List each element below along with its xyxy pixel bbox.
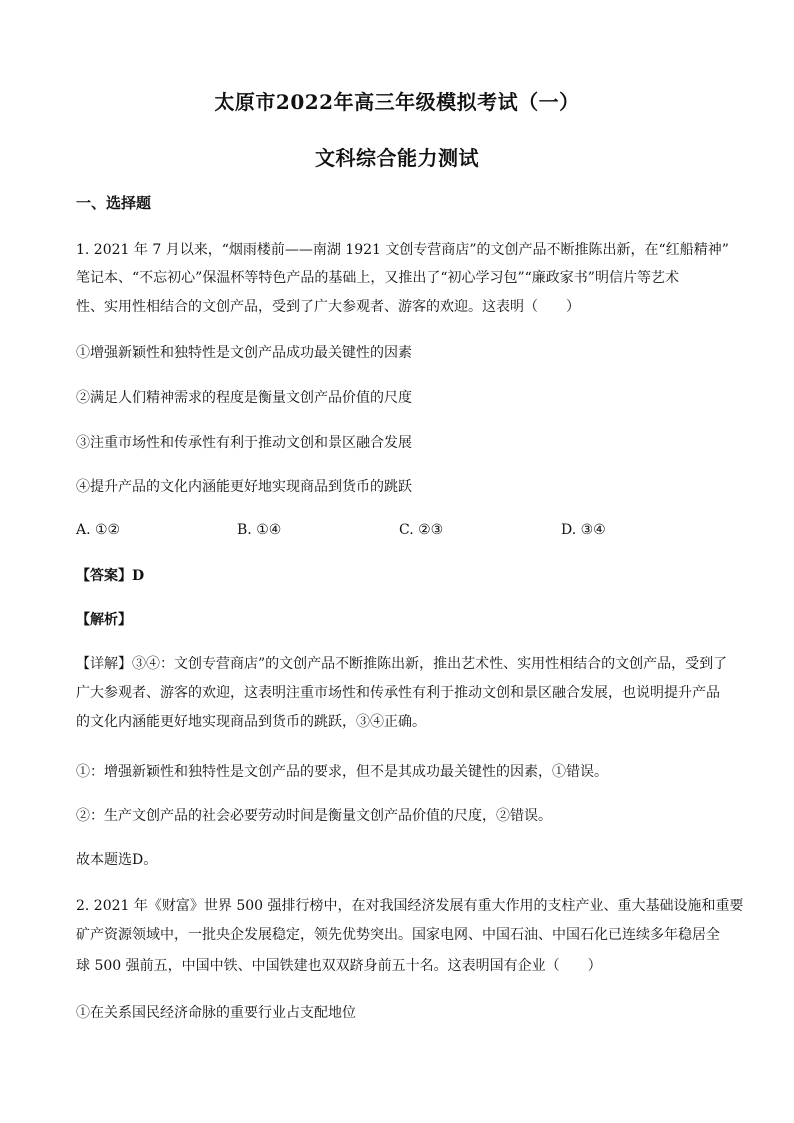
q1-answer: 【答案】D bbox=[76, 568, 145, 584]
q1-conclusion: 故本题选D。 bbox=[76, 852, 158, 868]
q1-option-c: C. ②③ bbox=[399, 522, 444, 538]
q1-detail-line: 【详解】③④：文创专营商店”的文创产品不断推陈出新，推出艺术性、实用性相结合的文创产品，受到了 bbox=[76, 656, 728, 672]
section-heading: 一、选择题 bbox=[76, 194, 152, 212]
exam-title: 太原市2022年高三年级模拟考试（一） bbox=[214, 90, 580, 114]
q1-stem-line: 1. 2021 年 7 月以来，“烟雨楼前——南湖 1921 文创专营商店”的文创产品不断推陈出新，在“红船精神” bbox=[76, 242, 729, 258]
exam-subtitle: 文科综合能力测试 bbox=[315, 146, 479, 170]
q1-statement: ①增强新颖性和独特性是文创产品成功最关键性的因素 bbox=[76, 345, 412, 361]
q1-statement: ③注重市场性和传承性有利于推动文创和景区融合发展 bbox=[76, 435, 412, 451]
q1-stem-line: 性、实用性相结合的文创产品，受到了广大参观者、游客的欢迎。这表明（ ） bbox=[76, 299, 580, 315]
q2-stem-line: 2. 2021 年《财富》世界 500 强排行榜中，在对我国经济发展有重大作用的支柱产业、重大基础设施和重要 bbox=[76, 898, 744, 914]
q1-option-b: B. ①④ bbox=[237, 522, 282, 538]
q1-detail-line: 广大参观者、游客的欢迎，这表明注重市场性和传承性有利于推动文创和景区融合发展，也说明提升产品 bbox=[76, 685, 720, 701]
q2-stem-line: 球 500 强前五，中国中铁、中国铁建也双双跻身前五十名。这表明国有企业（ ） bbox=[76, 958, 602, 974]
q1-note-1: ①：增强新颖性和独特性是文创产品的要求，但不是其成功最关键性的因素，①错误。 bbox=[76, 764, 608, 780]
q1-detail-line: 的文化内涵能更好地实现商品到货币的跳跃，③④正确。 bbox=[76, 714, 426, 730]
q1-option-a: A. ①② bbox=[76, 522, 121, 538]
q1-statement: ④提升产品的文化内涵能更好地实现商品到货币的跳跃 bbox=[76, 479, 412, 495]
q2-statement: ①在关系国民经济命脉的重要行业占支配地位 bbox=[76, 1005, 356, 1021]
q1-analysis-heading: 【解析】 bbox=[76, 612, 132, 628]
q1-option-d: D. ③④ bbox=[561, 522, 606, 538]
q1-stem-line: 笔记本、“不忘初心”保温杯等特色产品的基础上，又推出了“初心学习包”“廉政家书”明信片等艺术 bbox=[76, 270, 679, 286]
q2-stem-line: 矿产资源领域中，一批央企发展稳定，领先优势突出。国家电网、中国石油、中国石化已连续多年稳居全 bbox=[76, 927, 720, 943]
q1-statement: ②满足人们精神需求的程度是衡量文创产品价值的尺度 bbox=[76, 390, 412, 406]
q1-note-2: ②：生产文创产品的社会必要劳动时间是衡量文创产品价值的尺度，②错误。 bbox=[76, 808, 552, 824]
